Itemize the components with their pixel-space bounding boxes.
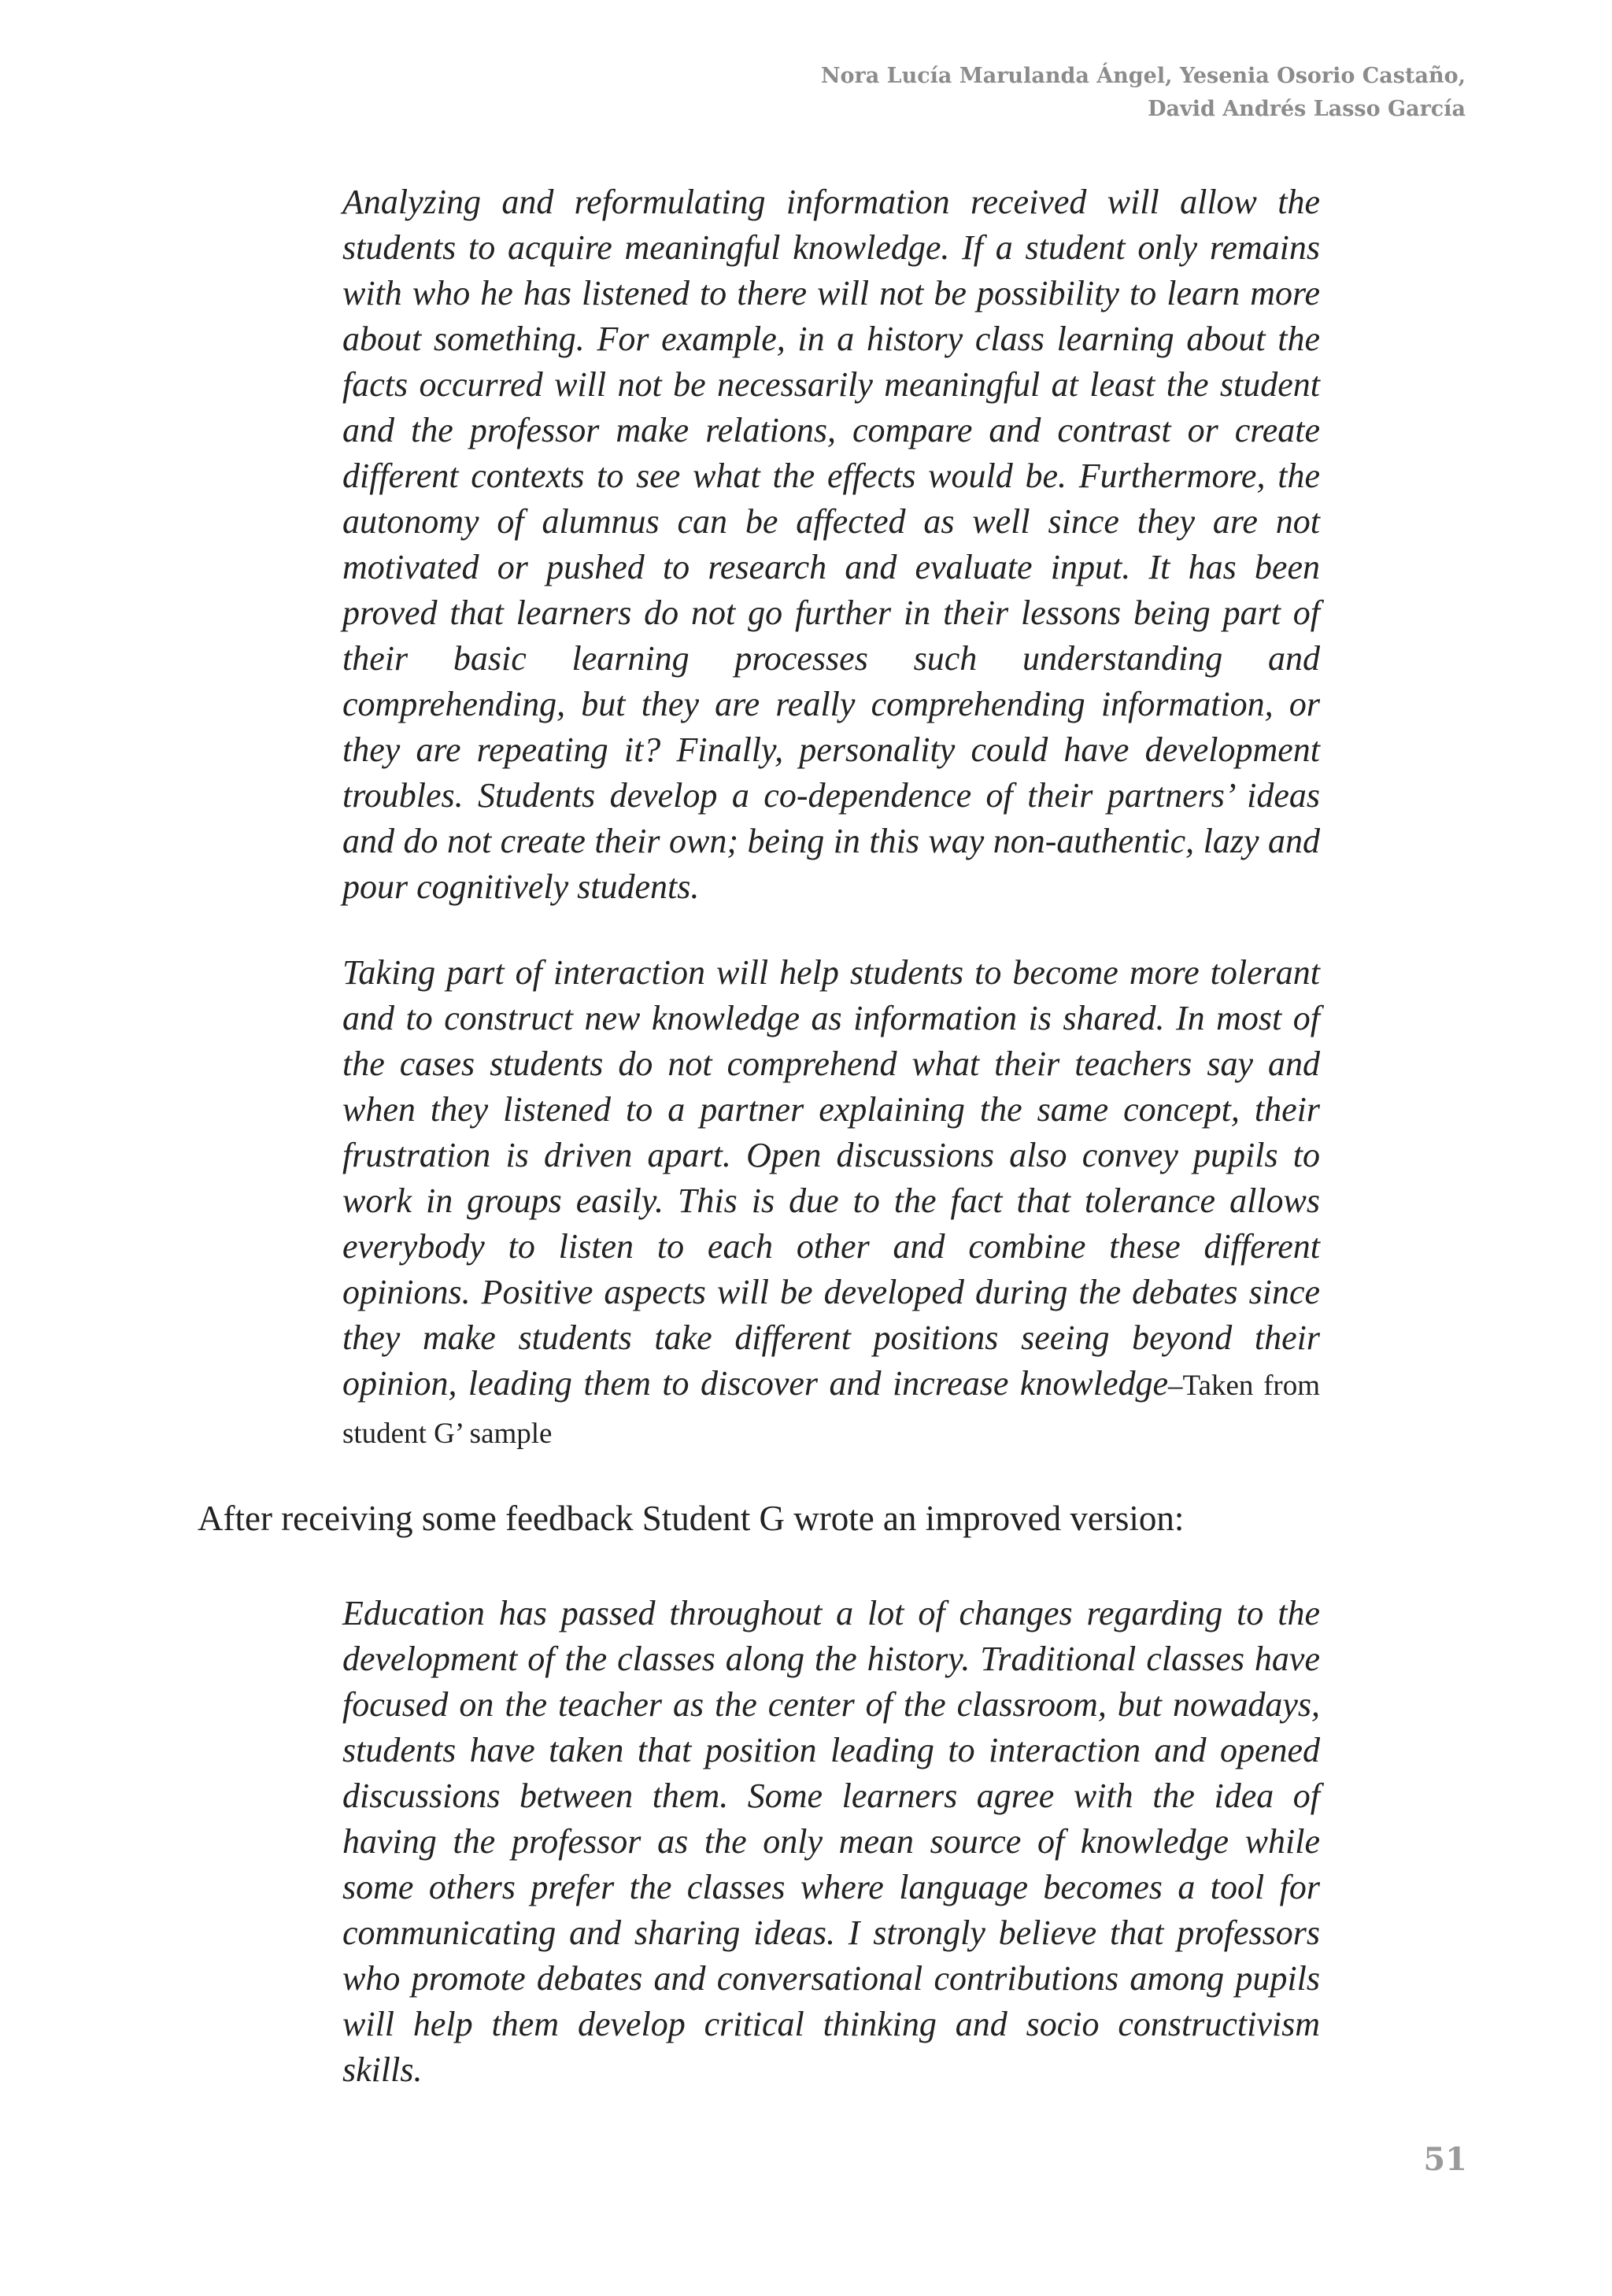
page-number: 51 [1423, 2141, 1467, 2178]
body-paragraph-intro: After receiving some feedback Student G wrote an improved version: [198, 1499, 1185, 1538]
block-quote-first: Analyzing and reformulating information received will allow the students to acquire meaningful knowledge. If a student only remains with who he has listened to there will not be possibility to learn more about something. For example, in a history class learning about the facts occurred will not be necessarily meaningful at least the student and the professor make relations, compare and contrast or create different contexts to see what the effects would be. Furthermore, the autonomy of alumnus can be affected as well since they are not motivated or pushed to research and evaluate input. It has been proved that learners do not go further in their lessons being part of their basic learning processes such understanding and comprehending, but they are really comprehending information, or they are repeating it? Finally, personality could have development troubles. Students develop a co-dependence of their partners’ ideas and do not create their own; being in this way non-authentic, lazy and pour cognitively students. [342, 183, 1320, 906]
block-quote-second-text: Taking part of interaction will help students to become more tolerant and to construct new knowledge as information is shared. In most of the cases students do not comprehend what their teachers say and when they listened to a partner explaining the same concept, their frustration is driven apart. Open discussions also convey pupils to work in groups easily. This is due to the fact that tolerance allows everybody to listen to each other and combine these different opinions. Positive aspects will be developed during the debates since they make students take different positions seeing beyond their opinion, leading them to discover and increase knowledge [342, 953, 1320, 1403]
quote-source-attribution: –Taken from student G’ sample [342, 1370, 1320, 1450]
block-quote-improved-version: Education has passed throughout a lot of changes regarding to the development of the classes along the history. Traditional classes have focused on the teacher as the center of the classroom, but nowadays, students have taken that position leading to interaction and opened discussions between them. Some learners agree with the idea of having the professor as the only mean source of knowledge while some others prefer the classes where language becomes a tool for communicating and sharing ideas. I strongly believe that professors who promote debates and conversational contributions among pupils will help them develop critical thinking and socio constructivism skills. [342, 1594, 1320, 2089]
block-quote-second [342, 950, 1320, 1457]
running-head-line-2: David Andrés Lasso García [1148, 97, 1466, 121]
running-head-authors [678, 60, 1466, 126]
running-head-line-1: Nora Lucía Marulanda Ángel, Yesenia Osorio Castaño, [820, 64, 1466, 88]
